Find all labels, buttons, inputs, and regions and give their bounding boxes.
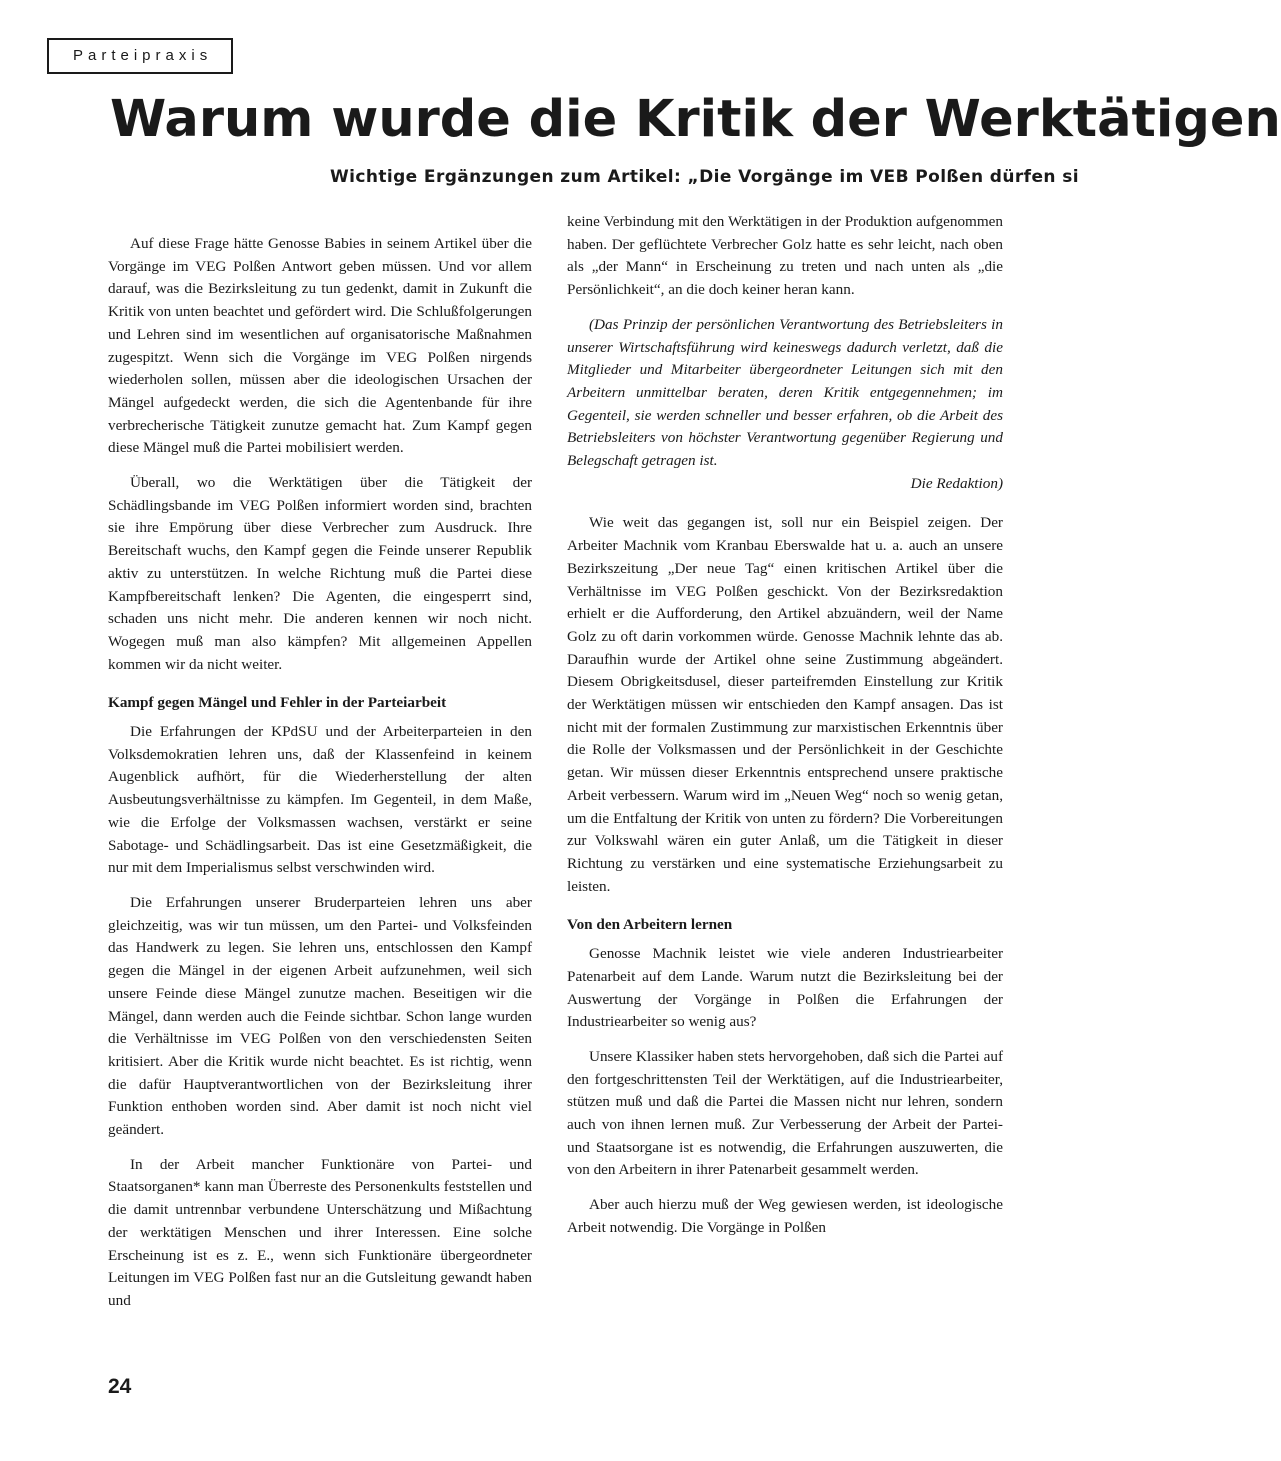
page-number: 24 [108, 1375, 132, 1398]
section-label: Parteipraxis [47, 38, 233, 74]
article-subheadline: Wichtige Ergänzungen zum Artikel: „Die Vorgänge im VEB Polßen dürfen si [330, 167, 1079, 187]
left-column [108, 233, 532, 1325]
paragraph: Die Erfahrungen unserer Bruderparteien lehren uns aber gleichzeitig, was wir tun müssen, um den Partei- und Volksfeinden das Handwerk zu legen. Sie lehren uns, entschlossen den Kampf gegen die Mängel in der eigenen Arbeit aufzunehmen, weil sich unsere Feinde diese Mängel zunutze machen. Beseitigen wir die Mängel, dann werden auch die Feinde sichtbar. Schon lange wurden die Verhältnisse im VEG Polßen von den verschiedensten Seiten kritisiert. Aber die Kritik wurde nicht beachtet. Es ist richtig, wenn die dafür Hauptverantwortlichen von der Bezirksleitung ihrer Funktion enthoben worden sind. Aber damit ist noch nicht viel geändert. [108, 893, 532, 1139]
section-heading: Von den Arbeitern lernen [567, 916, 733, 934]
paragraph: Genosse Machnik leistet wie viele anderen Industriearbeiter Patenarbeit auf dem Lande. Warum nutzt die Bezirksleitung bei der Auswertung der Vorgänge in Polßen die Erfahrungen der Industriearbeiter so wenig aus? [567, 945, 1003, 1031]
paragraph-continuation: keine Verbindung mit den Werktätigen in der Produktion aufgenommen haben. Der geflüchtete Verbrecher Golz hatte es sehr leicht, nach oben als „der Mann“ in Erscheinung zu treten und nach unten als „die Persönlichkeit“, an die doch keiner heran kann. [567, 213, 1003, 299]
right-column [567, 211, 1003, 1252]
paragraph: In der Arbeit mancher Funktionäre von Partei- und Staatsorganen* kann man Überreste des Personenkults feststellen und die damit untrennbar verbundene Unterschätzung und Mißachtung der werktätigen Menschen und ihrer Interessen. Eine solche Erscheinung ist es z. E., wenn sich Funktionäre übergeordneter Leitungen im VEG Polßen fast nur an die Gutsleitung gewandt haben und [108, 1155, 532, 1309]
paragraph: Wie weit das gegangen ist, soll nur ein Beispiel zeigen. Der Arbeiter Machnik vom Kranbau Eberswalde hat u. a. auch an unsere Bezirkszeitung „Der neue Tag“ einen kritischen Artikel über die Verhältnisse im VEG Polßen geschickt. Von der Bezirksredaktion erhielt er die Aufforderung, den Artikel abzuändern, weil der Name Golz zu oft darin vorkommen würde. Genosse Machnik lehnte das ab. Daraufhin wurde der Artikel ohne seine Zustimmung abgeändert. Diesem Obrigkeitsdusel, dieser parteifremden Einstellung zur Kritik der Werktätigen müssen wir entschieden den Kampf ansagen. Das ist nicht mit der formalen Zustimmung zur marxistischen Erkenntnis über die Rolle der Volksmassen und der Persönlichkeit in der Geschichte getan. Wir müssen dieser Erkenntnis entsprechend unsere praktische Arbeit verbessern. Warum wird im „Neuen Weg“ noch so wenig getan, um die Entfaltung der Kritik von unten zu fördern? Die Vorbereitungen zur Volkswahl wären ein guter Anlaß, um die Tätigkeit in dieser Richtung zu verstärken und eine systematische Erziehungsarbeit zu leisten. [567, 514, 1003, 895]
article-headline: Warum wurde die Kritik der Werktätigen [110, 90, 1281, 149]
editorial-signature: Die Redaktion) [910, 474, 1003, 492]
paragraph: Auf diese Frage hätte Genosse Babies in seinem Artikel über die Vorgänge im VEG Polßen Antwort geben müssen. Und vor allem darauf, was die Bezirksleitung zu tun gedenkt, damit in Zukunft die Kritik von unten beachtet und gefördert wird. Die Schlußfolgerungen und Lehren sind im wesentlichen auf organisatorische Maßnahmen zugespitzt. Wenn sich die Vorgänge im VEG Polßen nirgends wiederholen sollen, müssen aber die ideologischen Ursachen der Mängel aufgedeckt werden, die sich die Agentenbande für ihre verbrecherische Tätigkeit zunutze gemacht hat. Zum Kampf gegen diese Mängel muß die Partei mobilisiert werden. [108, 235, 532, 457]
paragraph: Die Erfahrungen der KPdSU und der Arbeiterparteien in den Volksdemokratien lehren uns, daß der Klassenfeind in keinem Augenblick aufhört, für die Wiederherstellung der alten Ausbeutungsverhältnisse zu kämpfen. Im Gegenteil, in dem Maße, wie die Erfolge der Volksmassen wachsen, verstärkt er seine Sabotage- und Schädlingsarbeit. Das ist eine Gesetzmäßigkeit, die nur mit dem Imperialismus selbst verschwinden wird. [108, 723, 532, 877]
editorial-note: (Das Prinzip der persönlichen Verantwortung des Betriebsleiters in unserer Wirtschaftsführung wird keineswegs dadurch verletzt, daß die Mitglieder und Mitarbeiter übergeordneter Leitungen sich mit den Arbeitern unmittelbar beraten, deren Kritik entgegennehmen; im Gegenteil, sie werden schneller und besser erfahren, ob die Arbeit des Betriebsleiters von höchster Verantwortung gegenüber Regierung und Belegschaft getragen ist. [567, 315, 1003, 470]
paragraph: Unsere Klassiker haben stets hervorgehoben, daß sich die Partei auf den fortgeschrittensten Teil der Werktätigen, auf die Industriearbeiter, stützen muß und daß die Partei die Massen nicht nur lehren, sondern auch von ihnen lernen muß. Zur Verbesserung der Arbeit der Partei- und Staatsorgane ist es notwendig, die Erfahrungen auszuwerten, die von den Arbeitern in ihrer Patenarbeit gesammelt werden. [567, 1047, 1003, 1179]
section-heading: Kampf gegen Mängel und Fehler in der Parteiarbeit [108, 694, 447, 712]
paragraph: Aber auch hierzu muß der Weg gewiesen werden, ist ideologische Arbeit notwendig. Die Vorgänge in Polßen [567, 1196, 1003, 1236]
paragraph: Überall, wo die Werktätigen über die Tätigkeit der Schädlingsbande im VEG Polßen informiert worden sind, brachten sie ihre Empörung über diese Verbrecher zum Ausdruck. Ihre Bereitschaft wuchs, den Kampf gegen die Feinde unserer Republik aktiv zu unterstützen. In welche Richtung muß die Partei diese Kampfbereitschaft lenken? Die Agenten, die eingesperrt sind, schaden uns nicht mehr. Die anderen kennen wir noch nicht. Wogegen muß man also kämpfen? Mit allgemeinen Appellen kommen wir da nicht weiter. [108, 474, 532, 673]
